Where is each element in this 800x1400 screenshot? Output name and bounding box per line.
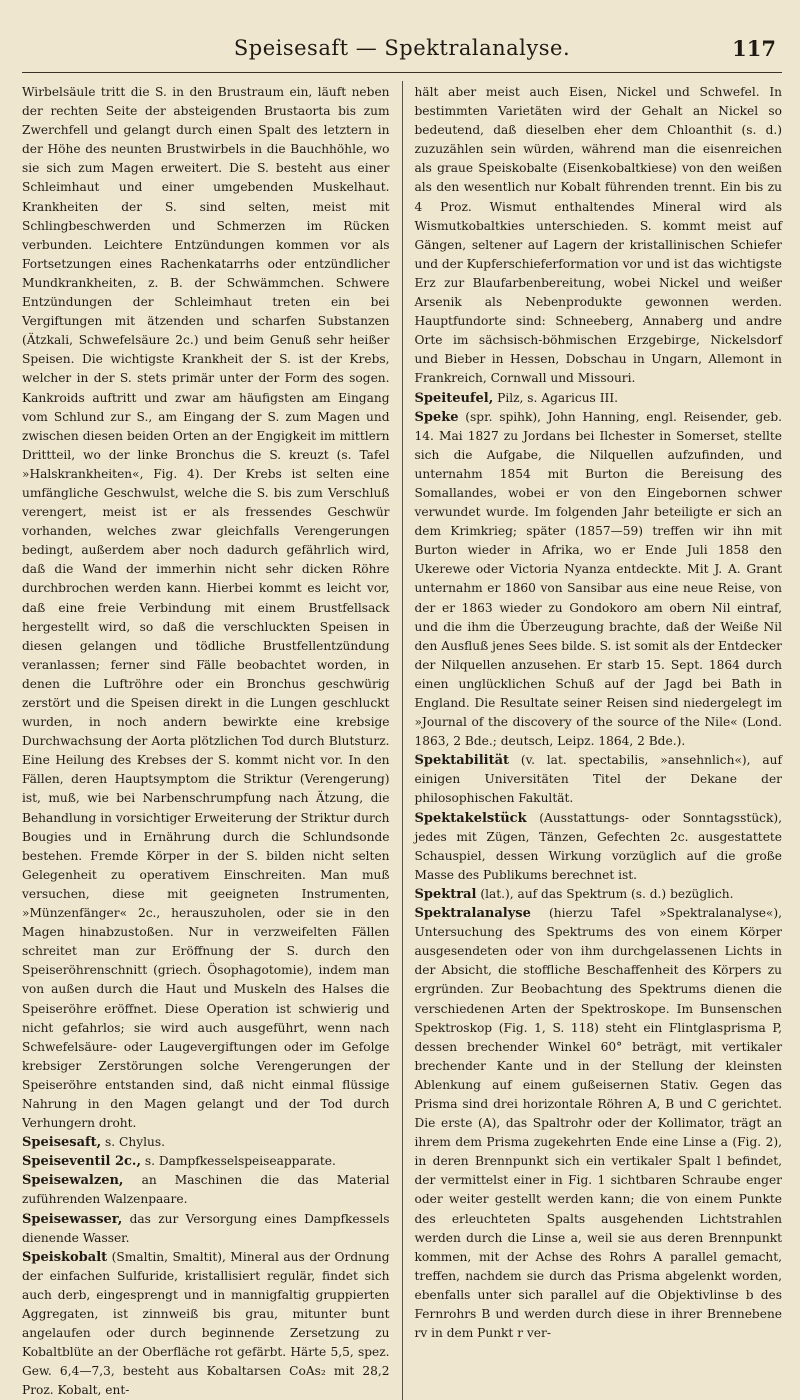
entry-text: das zur Versorgung eines Dampfkessels dienende Wasser. (22, 1211, 390, 1245)
entry-text: Pilz, s. Agaricus III. (497, 390, 619, 405)
left-column (22, 83, 390, 1400)
dictionary-entry (415, 885, 783, 904)
dictionary-entry (415, 809, 783, 885)
entry-text: Wirbelsäule tritt die S. in den Brustraum ein, läuft neben der rechten Seite der absteigenden Brustaorta bis zum Zwerchfell und gelangt durch einen Spalt des letztern in der Höhe des neunten Brustwirbels in die Bauchhöhle, wo sie sich zum Magen erweitert. Die S. besteht aus einer Schleimhaut und einer umgebenden Muskelhaut. Krankheiten der S. sind selten, meist mit Schlingbeschwerden und Schmerzen im Rücken verbunden. Leichtere Entzündungen kommen vor als Fortsetzungen eines Rachenkatarrhs oder entzündlicher Mundkrankheiten, z. B. der Schwämmchen. Schwere Entzündungen der Schleimhaut treten ein bei Vergiftungen mit ätzenden und scharfen Substanzen (Ätzkali, Schwefelsäure 2c.) und beim Genuß sehr heißer Speisen. Die wichtigste Krankheit der S. ist der Krebs, welcher in der S. stets primär unter der Form des sogen. Kankroids auftritt und zwar am häufigsten am Eingang vom Schlund zur S., am Eingang der S. zum Magen und zwischen diesen beiden Orten an der Engigkeit im mittlern Drittteil, wo der linke Bronchus die S. kreuzt (s. Tafel »Halskrankheiten«, Fig. 4). Der Krebs ist selten eine umfängliche Geschwulst, welche die S. bis zum Verschluß verengert, meist ist er als fressendes Geschwür vorhanden, welches zwar gleichfalls Verengerungen bedingt, außerdem aber noch dadurch gefährlich wird, daß die Wand der immerhin nicht sehr dicken Röhre durchbrochen werden kann. Hierbei kommt es leicht vor, daß eine freie Verbindung mit einem Brustfellsack hergestellt wird, so daß die verschluckten Speisen in diesen gelangen und tödliche Brustfellentzündung veranlassen; ferner sind Fälle beobachtet worden, in denen die Luftröhre oder ein Bronchus geschwürig zerstört und die Speisen direkt in die Lungen geschluckt wurden, in noch andern bewirkte eine krebsige Durchwachsung der Aorta plötzlichen Tod durch Blutsturz. Eine Heilung des Krebses der S. kommt nicht vor. In den Fällen, deren Hauptsymptom die Striktur (Verengerung) ist, muß, wie bei Narbenschrumpfung nach Ätzung, die Behandlung in vorsichtiger Erweiterung der Striktur durch Bougies und in Ernährung durch die Schlundsonde bestehen. Fremde Körper in der S. bilden nicht selten Gelegenheit zu operativem Einschreiten. Man muß versuchen, diese mit geeigneten Instrumenten, »Münzenfänger« 2c., herauszuholen, oder sie in den Magen hinabzustoßen. Nur in verzweifelten Fällen schreitet man zur Eröffnung der S. durch den Speiseröhrenschnitt (griech. Ösophagotomie), indem man von außen durch die Haut und Muskeln des Halses die Speiseröhre eröffnet. Diese Operation ist schwierig und nicht gefahrlos; sie wird auch ausgeführt, wenn nach Schwefelsäure- oder Laugevergiftungen oder im Gefolge krebsiger Zerstörungen solche Verengerungen der Speiseröhre entstanden sind, daß nicht einmal flüssige Nahrung in den Magen gelangt und der Tod durch Verhungern droht. (22, 85, 390, 1131)
dictionary-entry (415, 83, 783, 389)
column-divider (402, 81, 403, 1400)
dictionary-entry (415, 408, 783, 752)
dictionary-entry (22, 1171, 390, 1209)
running-title: Speisesaft — Spektralanalyse. (233, 36, 571, 60)
entry-text: s. Dampfkesselspeiseapparate. (144, 1154, 336, 1169)
entry-text: (spr. spihk), John Hanning, engl. Reisender, geb. 14. Mai 1827 zu Jordans bei Ilchester in Somerset, stellte sich die Aufgabe, die Nilquellen aufzufinden, und unternahm 1854 mit Burton die Bereisung des Somallandes, wobei er von den Eingebornen schwer verwundet wurde. Im folgenden Jahr beteiligte er sich an dem Krimkrieg; später (1857—59) treffen wir ihn mit Burton wieder in Afrika, wo er Ende Juli 1858 den Ukerewe oder Victoria Nyanza entdeckte. Mit J. A. Grant unternahm er 1860 von Sansibar aus eine neue Reise, von der er 1863 wieder zu Gondokoro am obern Nil eintraf, und die ihm die Überzeugung brachte, daß der Weiße Nil den Ausfluß jenes Sees bilde. S. ist somit als der Entdecker der Nilquellen anzusehen. Er starb 15. Sept. 1864 durch einen unglücklichen Schuß auf der Jagd bei Bath in England. Die Resultate seiner Reisen sind niedergelegt im »Journal of the discovery of the source of the Nile« (Lond. 1863, 2 Bde.; deutsch, Leipz. 1864, 2 Bde.). (414, 409, 783, 749)
entry-headword: Spektabilität (414, 753, 510, 769)
dictionary-entry (415, 389, 783, 408)
entry-text: (Smaltin, Smaltit), Mineral aus der Ordnung der einfachen Sulfuride, kristallisiert regulär, findet sich auch derb, eingesprengt und in mannigfaltig gruppierten Aggregaten, ist zinnweiß bis grau, mitunter bunt angelaufen oder durch beginnende Zersetzung zu Kobaltblüte an der Oberfläche rot gefärbt. Härte 5,5, spez. Gew. 6,4—7,3, besteht aus Kobaltarsen CoAs₂ mit 28,2 Proz. Kobalt, ent- (22, 1249, 390, 1398)
entry-headword: Speisesaft, (22, 1135, 102, 1151)
right-column (415, 83, 783, 1400)
dictionary-entry (22, 83, 390, 1133)
entry-text: hält aber meist auch Eisen, Nickel und Schwefel. In bestimmten Varietäten wird der Gehalt an Nickel so bedeutend, daß dieselben eher dem Chloanthit (s. d.) zuzuzählen sein würden, während man die eisenreichen als graue Speiskobalte (Eisenkobaltkiese) von den weißen als den wesentlich nur Kobalt führenden trennt. Ein bis zu 4 Proz. Wismut enthaltendes Mineral wird als Wismutkobaltkies unterschieden. S. kommt meist auf Gängen, seltener auf Lagern der kristallinischen Schiefer und der Kupferschieferformation vor und ist das wichtigste Erz zur Blaufarbenbereitung, wobei Nickel und weißer Arsenik als Nebenprodukte gewonnen werden. Hauptfundorte sind: Schneeberg, Annaberg und andre Orte im sächsisch-böhmischen Erzgebirge, Nickelsdorf und Bieber in Hessen, Dobschau in Ungarn, Allemont in Frankreich, Cornwall und Missouri. (414, 85, 783, 386)
dictionary-entry (22, 1210, 390, 1248)
entry-text: (v. lat. spectabilis, »ansehnlich«), auf einigen Universitäten Titel der Dekane der philosophischen Fakultät. (414, 753, 783, 806)
entry-text: (Ausstattungs- oder Sonntagsstück), jedes mit Zügen, Tänzen, Gefechten 2c. ausgestattete Schauspiel, dessen Wirkung vorzüglich auf die große Masse des Publikums berechnet ist. (414, 810, 783, 882)
entry-text: (hierzu Tafel »Spektralanalyse«), Untersuchung des Spektrums des von einem Körper ausgesendeten oder von ihm durchgelassenen Lichts in der Absicht, die stoffliche Beschaffenheit des Körpers zu ergründen. Zur Beobachtung des Spektrums dienen die verschiedenen Arten der Spektroskope. Im Bunsenschen Spektroskop (Fig. 1, S. 118) steht ein Flintglasprisma P, dessen brechender Winkel 60° beträgt, mit vertikaler brechender Kante und in der Stellung der kleinsten Ablenkung auf einem gußeisernen Stativ. Gegen das Prisma sind drei horizontale Röhren A, B und C gerichtet. Die erste (A), das Spaltrohr oder der Kollimator, trägt an ihrem dem Prisma zugekehrten Ende eine Linse a (Fig. 2), in deren Brennpunkt sich ein vertikaler Spalt l befindet, der vermittelst einer in Fig. 1 sichtbaren Schraube enger oder weiter gestellt werden kann; die von einem Punkte des erleuchteten Spalts ausgehenden Lichtstrahlen werden durch die Linse a, weil sie aus deren Brennpunkt kommen, mit der Achse des Rohrs A parallel gemacht, treffen, nachdem sie durch das Prisma abgelenkt worden, ebenfalls unter sich parallel auf die Objektivlinse b des Fernrohrs B und werden durch diese in ihrer Brennebene rv in dem Punkt r ver- (414, 906, 783, 1341)
entry-headword: Speisewalzen, (22, 1173, 124, 1189)
page-number: 117 (732, 36, 776, 61)
running-header (22, 30, 782, 73)
dictionary-entry (22, 1248, 390, 1400)
entry-text: (lat.), auf das Spektrum (s. d.) bezüglich. (480, 886, 734, 901)
entry-headword: Speiteufel, (414, 390, 494, 406)
dictionary-entry (22, 1152, 390, 1171)
entry-headword: Spektral (414, 886, 477, 902)
entry-headword: Speiseventil 2c., (22, 1154, 141, 1170)
entry-headword: Speisewasser, (22, 1211, 123, 1227)
entry-headword: Spektralanalyse (414, 906, 531, 922)
text-columns (22, 83, 782, 1400)
dictionary-entry (415, 904, 783, 1343)
entry-headword: Speiskobalt (22, 1249, 108, 1265)
entry-headword: Speke (414, 409, 459, 425)
entry-text: s. Chylus. (105, 1135, 165, 1150)
dictionary-entry (22, 1133, 390, 1152)
entry-text: an Maschinen die das Material zuführenden Walzenpaare. (22, 1173, 390, 1207)
dictionary-entry (415, 751, 783, 808)
entry-headword: Spektakelstück (414, 810, 527, 826)
